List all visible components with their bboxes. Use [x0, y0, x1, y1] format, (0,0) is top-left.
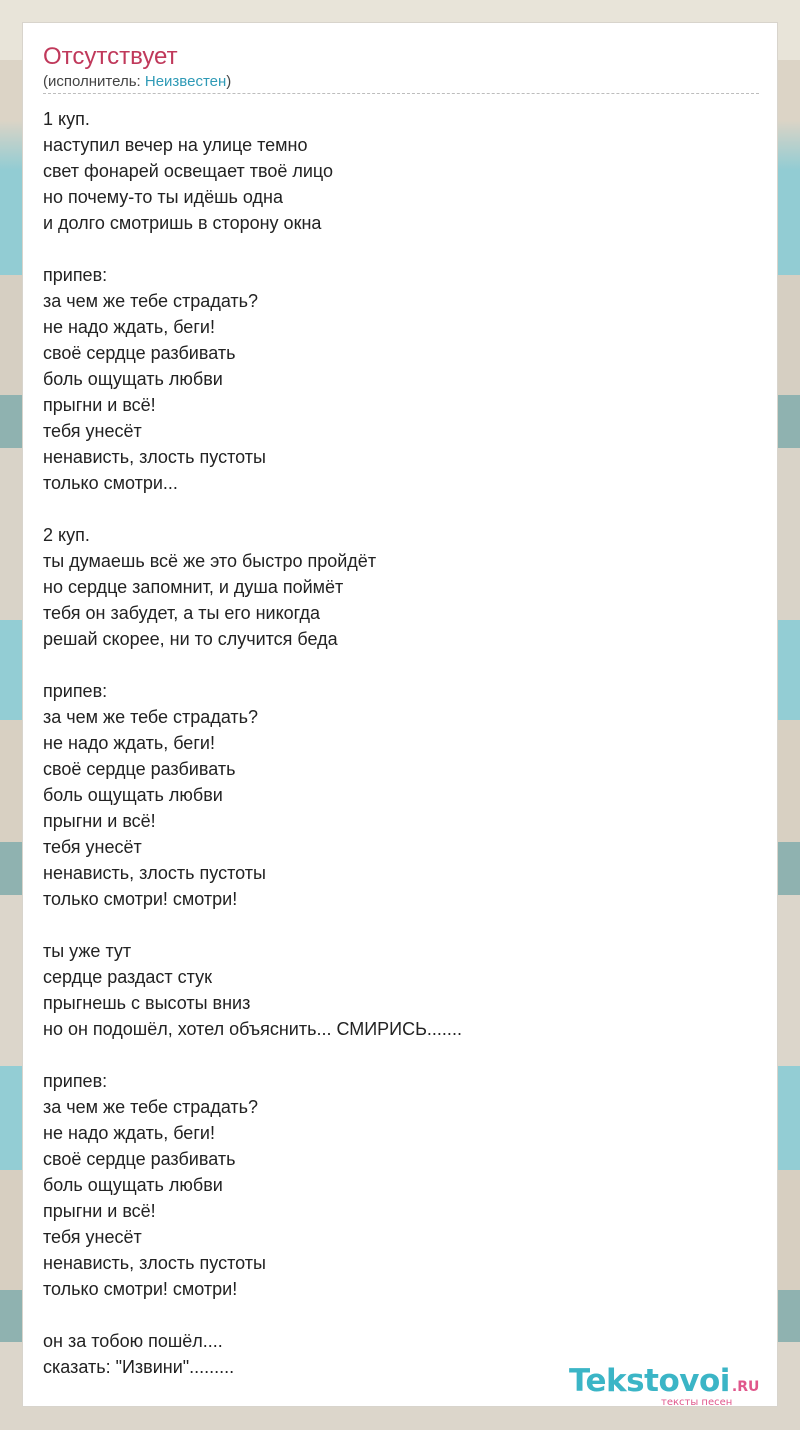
artist-prefix: (исполнитель:	[43, 73, 145, 90]
header-divider	[43, 93, 759, 94]
artist-suffix: )	[226, 73, 232, 90]
artist-line	[43, 73, 231, 91]
lyrics-text: 1 куп. наступил вечер на улице темно свет фонарей освещает твоё лицо но почему-то ты идёшь одна и долго смотришь в сторону окна припев: за чем же тебе страдать? не надо ждать, беги! своё сердце разбивать боль ощущать любви прыгни и всё! тебя унесёт ненависть, злость пустоты только смотри... 2 куп. ты думаешь всё же это быстро пройдёт но сердце запомнит, и душа поймёт тебя он забудет, а ты его никогда решай скорее, ни то случится беда припев: за чем же тебе страдать? не надо ждать, беги! своё сердце разбивать боль ощущать любви прыгни и всё! тебя унесёт ненависть, злость пустоты только смотри! смотри! ты уже тут сердце раздаст стук прыгнешь с высоты вниз но он подошёл, хотел объяснить... СМИРИСЬ....... припев: за чем же тебе страдать? не надо ждать, беги! своё сердце разбивать боль ощущать любви прыгни и всё! тебя унесёт ненависть, злость пустоты только смотри! смотри! он за тобою пошёл.... сказать: "Извини".........	[43, 109, 462, 1377]
song-title: Отсутствует	[43, 43, 178, 70]
artist-link[interactable]: Неизвестен	[144, 73, 227, 90]
logo-tld: .RU	[731, 1379, 760, 1395]
lyrics-card	[22, 22, 778, 1407]
logo-tagline: тексты песен	[661, 1397, 733, 1408]
logo-name: Tekstovoi	[569, 1363, 730, 1399]
site-logo[interactable]	[569, 1363, 779, 1413]
